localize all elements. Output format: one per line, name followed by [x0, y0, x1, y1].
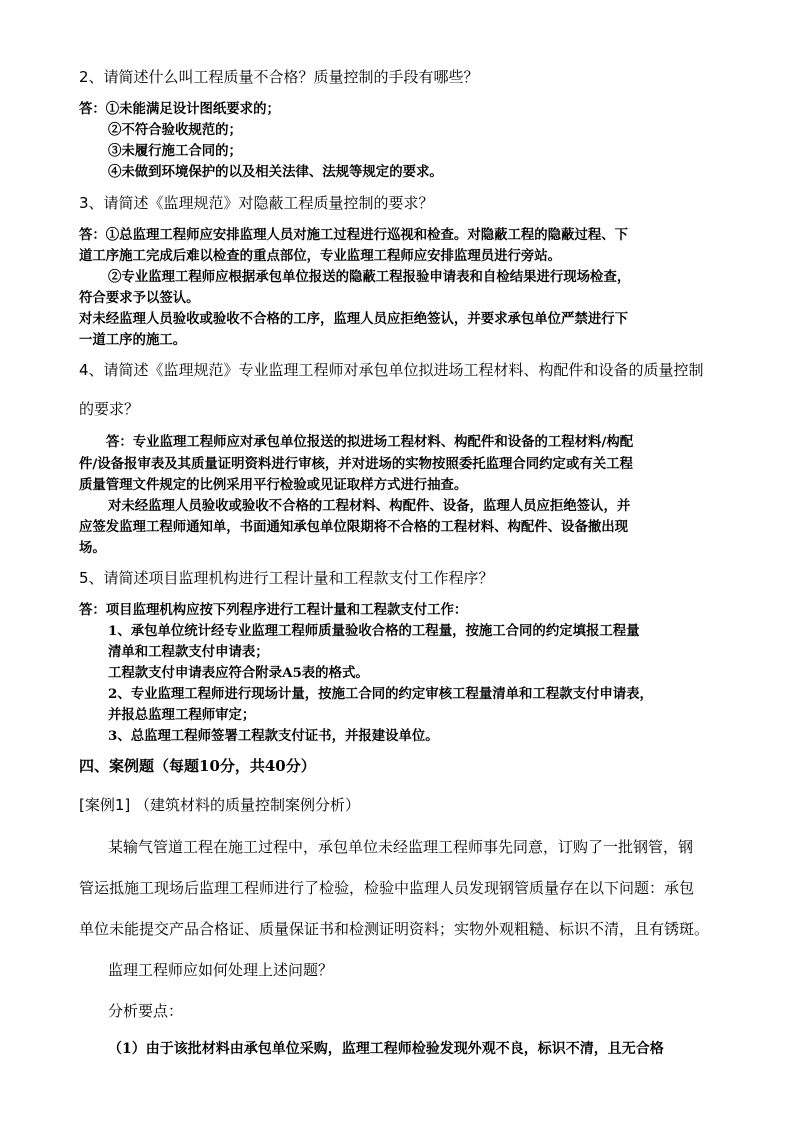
answer-2-line-2: ②不符合验收规范的； [108, 122, 242, 138]
answer-2-line-4: ④未做到环境保护的以及相关法律、法规等规定的要求。 [108, 164, 443, 180]
question-3: 3、请简述《监理规范》对隐蔽工程质量控制的要求？ [79, 194, 434, 212]
case-1-point-1: （1）由于该批材料由承包单位采购，监理工程师检验发现外观不良，标识不清，且无合格 [108, 1041, 664, 1057]
case-1-body-line-3: 单位未能提交产品合格证、质量保证书和检测证明资料；实物外观粗糙、标识不清，且有锈斑。 [79, 920, 710, 938]
answer-5-line-1: 答：项目监理机构应按下列程序进行工程计量和工程款支付工作： [79, 602, 468, 618]
answer-4-line-2: 件/设备报审表及其质量证明资料进行审核，并对进场的实物按照委托监理合同约定或有关工程 [79, 456, 633, 472]
answer-3-line-5: 对未经监理人员验收或验收不合格的工序，监理人员应拒绝签认，并要求承包单位严禁进行下 [79, 311, 629, 327]
answer-5-line-3: 清单和工程款支付申请表； [108, 644, 269, 660]
question-2: 2、请简述什么叫工程质量不合格？质量控制的手段有哪些？ [79, 68, 479, 86]
case-1-body-line-2: 管运抵施工现场后监理工程师进行了检验，检验中监理人员发现钢管质量存在以下问题：承包 [79, 879, 695, 897]
answer-3-line-4: 符合要求予以签认。 [79, 290, 200, 306]
answer-4-line-4: 对未经监理人员验收或验收不合格的工程材料、构配件、设备，监理人员应拒绝签认，并 [108, 498, 631, 514]
section-heading: 四、案例题（每题10分，共40分） [79, 757, 316, 775]
answer-4-line-1: 答：专业监理工程师应对承包单位报送的拟进场工程材料、构配件和设备的工程材料/构配 [106, 434, 634, 450]
answer-3-line-6: 一道工序的施工。 [79, 332, 187, 348]
answer-4-line-6: 场。 [79, 540, 106, 556]
question-4-line-2: 的要求？ [79, 400, 140, 418]
answer-3-line-2: 道工序施工完成后难以检查的重点部位，专业监理工程师应安排监理员进行旁站。 [79, 248, 562, 264]
answer-5-line-6: 并报总监理工程师审定； [108, 707, 256, 723]
question-4-line-1: 4、请简述《监理规范》专业监理工程师对承包单位拟进场工程材料、构配件和设备的质量控制 [79, 361, 704, 379]
answer-4-line-3: 质量管理文件规定的比例采用平行检验或见证取样方式进行抽查。 [79, 477, 468, 493]
case-1-title: [案例1] （建筑材料的质量控制案例分析） [79, 796, 361, 814]
case-1-question: 监理工程师应如何处理上述问题？ [108, 961, 334, 979]
answer-3-line-3: ②专业监理工程师应根据承包单位报送的隐蔽工程报验申请表和自检结果进行现场检查， [108, 269, 631, 285]
answer-5-line-5: 2、专业监理工程师进行现场计量，按施工合同的约定审核工程量清单和工程款支付申请表， [108, 686, 653, 702]
answer-5-line-4: 工程款支付申请表应符合附录A5表的格式。 [108, 665, 369, 681]
answer-2-line-3: ③未履行施工合同的； [108, 143, 242, 159]
answer-5-line-7: 3、总监理工程师签署工程款支付证书，并报建设单位。 [108, 728, 439, 744]
answer-5-line-2: 1、承包单位统计经专业监理工程师质量验收合格的工程量，按施工合同的约定填报工程量 [108, 623, 640, 639]
answer-4-line-5: 应签发监理工程师通知单，书面通知承包单位限期将不合格的工程材料、构配件、设备撤出现 [79, 519, 629, 535]
case-1-analysis-label: 分析要点： [108, 1002, 184, 1020]
question-5: 5、请简述项目监理机构进行工程计量和工程款支付工作程序？ [79, 569, 494, 587]
answer-2-line-1: 答：①未能满足设计图纸要求的； [79, 101, 280, 117]
case-1-body-line-1: 某输气管道工程在施工过程中，承包单位未经监理工程师事先同意，订购了一批钢管，钢 [108, 838, 694, 856]
answer-3-line-1: 答：①总监理工程师应安排监理人员对施工过程进行巡视和检查。对隐蔽工程的隐蔽过程、下 [79, 227, 629, 243]
